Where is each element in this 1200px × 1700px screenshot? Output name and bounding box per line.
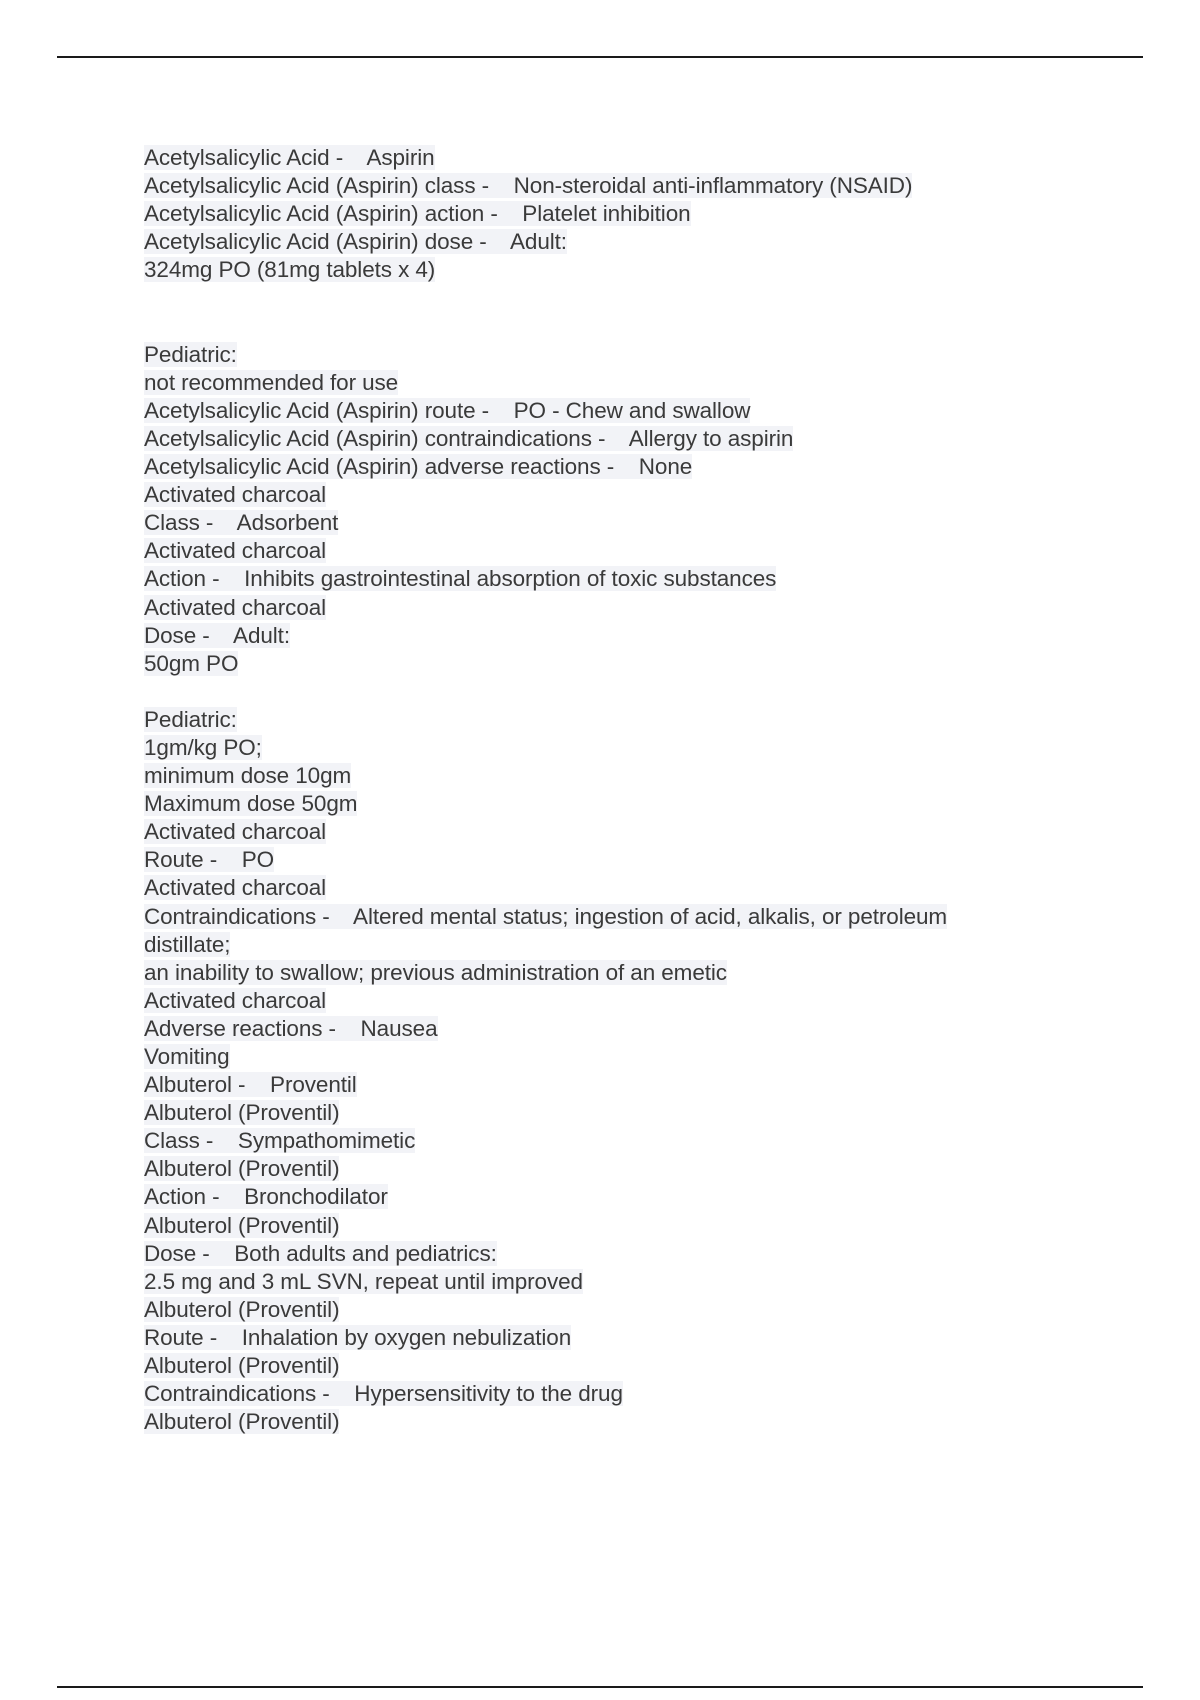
text-line: Action - Inhibits gastrointestinal absorption of toxic substances	[144, 566, 777, 592]
text-line: Dose - Adult:	[144, 622, 290, 648]
text-line: Activated charcoal	[144, 875, 327, 901]
bottom-rule	[57, 1686, 1143, 1688]
text-line: Pediatric:	[144, 341, 237, 367]
text-line: 2.5 mg and 3 mL SVN, repeat until improved	[144, 1268, 583, 1294]
text-line: Activated charcoal	[144, 482, 327, 508]
text-line: Albuterol (Proventil)	[144, 1353, 340, 1379]
text-line: Vomiting	[144, 1044, 230, 1069]
document-body	[144, 144, 1044, 1436]
text-line: Albuterol (Proventil)	[144, 1296, 340, 1322]
text-line: Maximum dose 50gm	[144, 791, 358, 817]
text-line: not recommended for use	[144, 369, 399, 395]
text-line: Activated charcoal	[144, 819, 327, 845]
text-line: Albuterol - Proventil	[144, 1072, 357, 1098]
top-rule	[57, 56, 1143, 58]
text-line: Acetylsalicylic Acid - Aspirin	[144, 145, 435, 170]
text-line: Dose - Both adults and pediatrics:	[144, 1240, 497, 1266]
text-line: Contraindications - Altered mental status; ingestion of acid, alkalis, or petroleum	[144, 903, 948, 929]
text-line: Activated charcoal	[144, 594, 327, 620]
text-line: Albuterol (Proventil)	[144, 1156, 340, 1182]
text-line: an inability to swallow; previous administration of an emetic	[144, 959, 727, 985]
text-line: Albuterol (Proventil)	[144, 1409, 340, 1435]
text-line: minimum dose 10gm	[144, 763, 352, 789]
text-line: Activated charcoal	[144, 987, 327, 1013]
text-line: 1gm/kg PO;	[144, 734, 262, 760]
text-line: Acetylsalicylic Acid (Aspirin) class - Non-steroidal anti-inflammatory (NSAID)	[144, 173, 913, 199]
text-line: Route - PO	[144, 847, 274, 873]
blank-space	[144, 284, 1044, 340]
text-line: Pediatric:	[144, 706, 237, 732]
text-line: Class - Adsorbent	[144, 510, 339, 536]
text-line: Acetylsalicylic Acid (Aspirin) adverse reactions - None	[144, 454, 693, 480]
text-line: 50gm PO	[144, 650, 239, 676]
text-line: 324mg PO (81mg tablets x 4)	[144, 257, 436, 283]
text-line: Acetylsalicylic Acid (Aspirin) dose - Adult:	[144, 229, 567, 255]
blank-space	[144, 678, 1044, 706]
text-line: Activated charcoal	[144, 538, 327, 564]
text-line: Acetylsalicylic Acid (Aspirin) contraindications - Allergy to aspirin	[144, 425, 794, 451]
text-line: Acetylsalicylic Acid (Aspirin) route - PO - Chew and swallow	[144, 397, 751, 423]
text-line: Adverse reactions - Nausea	[144, 1015, 438, 1041]
text-line: Action - Bronchodilator	[144, 1184, 388, 1210]
text-line: distillate;	[144, 931, 231, 957]
text-line: Contraindications - Hypersensitivity to the drug	[144, 1381, 623, 1407]
text-line: Acetylsalicylic Acid (Aspirin) action - Platelet inhibition	[144, 201, 691, 227]
text-line: Route - Inhalation by oxygen nebulization	[144, 1324, 572, 1350]
text-line: Class - Sympathomimetic	[144, 1128, 416, 1154]
text-line: Albuterol (Proventil)	[144, 1100, 340, 1126]
text-line: Albuterol (Proventil)	[144, 1212, 340, 1238]
